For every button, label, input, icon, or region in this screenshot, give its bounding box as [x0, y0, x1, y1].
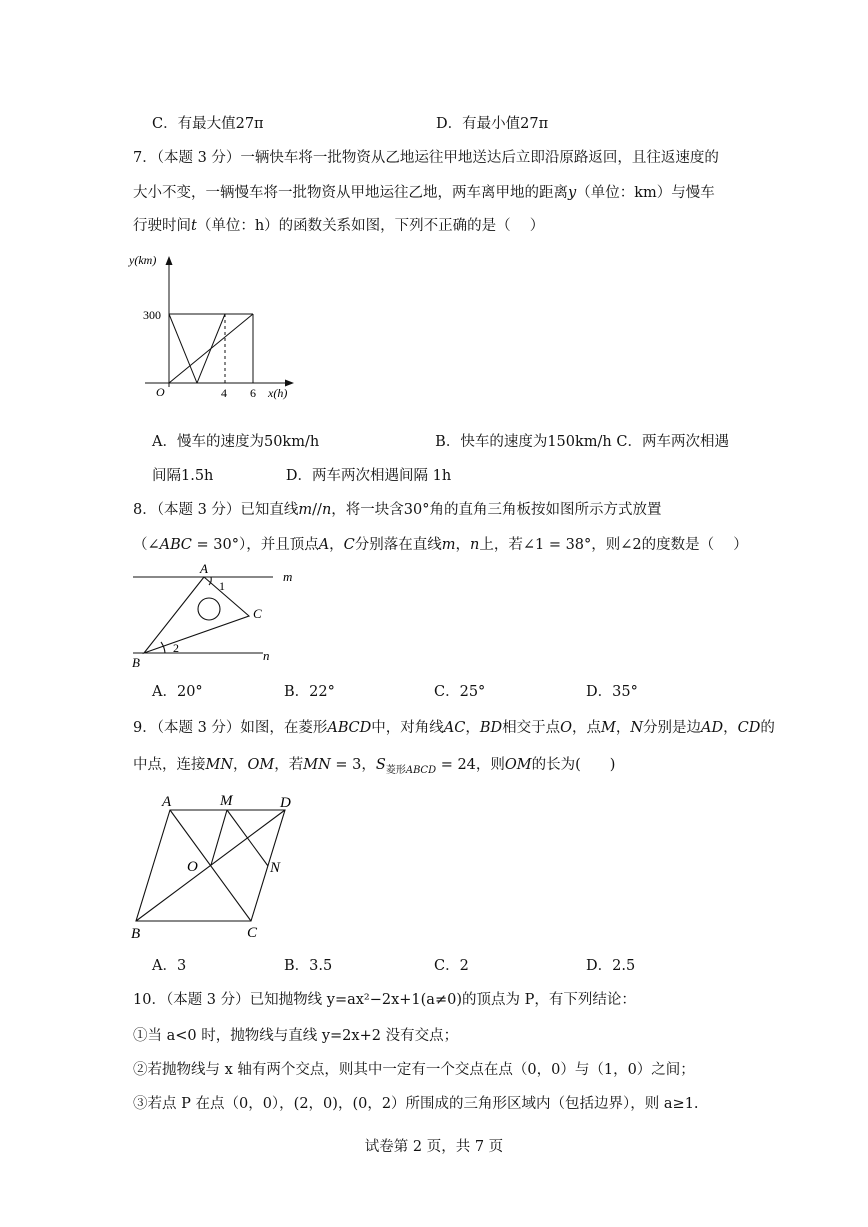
q7-options-line2: 间隔1.5h D．两车两次相遇间隔 1h	[152, 468, 452, 484]
origin-label: O	[156, 385, 165, 399]
fast-car-go	[169, 314, 197, 383]
vertex-A-label: A	[200, 561, 208, 576]
angle-2-arc	[161, 642, 165, 653]
segment-OM	[211, 810, 227, 865]
point-O-label: O	[187, 859, 198, 875]
q6-option-d: D．有最小值27π	[436, 116, 549, 132]
q8-stem-line2: （∠𝐴𝐵𝐶 = 30°），并且顶点𝐴，𝐶分别落在直线𝑚，𝑛上，若∠1 = 38°，则∠2的度数是（ ）	[133, 537, 748, 553]
q10-statement-3: ③若点 P 在点（0，0），(2，0)，(0，2）所围成的三角形区域内（包括边界），则 a≥1.	[133, 1096, 699, 1112]
q9-line2-pre: 中点，连接𝑀𝑁，𝑂𝑀，若𝑀𝑁 = 3，𝑆	[133, 757, 386, 773]
diagonal-BD	[136, 810, 285, 921]
point-M-label: M	[220, 793, 233, 809]
angle-1-label: 1	[219, 579, 225, 593]
q8-option-b: B．22°	[284, 684, 335, 700]
triangle-hole	[198, 598, 220, 620]
vertex-D-label: D	[280, 795, 291, 811]
q9-area-subscript: 菱形𝐴𝐵𝐶𝐷	[385, 764, 437, 776]
q9-option-a: A．3	[152, 958, 187, 974]
vertex-A-label: A	[162, 794, 172, 810]
vertex-C-label: C	[253, 606, 262, 621]
q9-option-c: C．2	[434, 958, 469, 974]
q9-stem-line1: 9．（本题 3 分）如图，在菱形𝐴𝐵𝐶𝐷中，对角线𝐴𝐶，𝐵𝐷相交于点𝑂，点𝑀，𝑁分别是边𝐴𝐷，𝐶𝐷的	[133, 720, 775, 736]
q8-option-d: D．35°	[586, 684, 638, 700]
segment-MN	[227, 810, 268, 866]
y-axis-label: y(km)	[129, 253, 157, 267]
angle-2-label: 2	[173, 641, 179, 655]
page-footer: 试卷第 2 页，共 7 页	[364, 1139, 504, 1155]
line-n-label: n	[263, 648, 270, 663]
q7-options-line1: A．慢车的速度为50km/h B．快车的速度为150km/h C．两车两次相遇	[152, 434, 729, 450]
q9-rhombus-figure	[125, 788, 305, 943]
q10-statement-1: ①当 a<0 时，抛物线与直线 y=2x+2 没有交点；	[133, 1028, 459, 1044]
q9-stem-line2	[133, 755, 615, 781]
q10-statement-2: ②若抛物线与 x 轴有两个交点，则其中一定有一个交点在点（0，0）与（1，0）之间；	[133, 1062, 695, 1078]
q7-stem-line2: 大小不变，一辆慢车将一批物资从甲地运往乙地，两车离甲地的距离𝑦（单位：km）与慢车	[133, 185, 715, 201]
x-tick-6: 6	[250, 386, 256, 400]
vertex-B-label: B	[132, 655, 140, 670]
q7-function-graph	[125, 250, 300, 410]
line-m-label: m	[283, 569, 293, 584]
point-N-label: N	[270, 860, 281, 876]
q8-stem-line1: 8．（本题 3 分）已知直线𝑚//𝑛，将一块含30°角的直角三角板按如图所示方式放置	[133, 502, 662, 518]
vertex-B-label: B	[131, 926, 141, 942]
q9-option-d: D．2.5	[586, 958, 636, 974]
y-tick-300: 300	[143, 308, 161, 322]
triangle-ABC	[144, 577, 249, 653]
x-tick-4: 4	[221, 386, 227, 400]
slow-car-line	[169, 314, 253, 383]
q8-option-c: C．25°	[434, 684, 486, 700]
q10-stem-line1: 10．（本题 3 分）已知抛物线 y=ax²−2x+1(a≠0)的顶点为 P，有下列结论：	[133, 992, 636, 1008]
q7-stem-line1: 7．（本题 3 分）一辆快车将一批物资从乙地运往甲地送达后立即沿原路返回，且往返速度的	[133, 150, 719, 166]
y-axis-arrow	[166, 256, 173, 265]
q6-option-c: C．有最大值27π	[152, 116, 264, 132]
q9-line2-post: = 24，则𝑂𝑀的长为( )	[436, 757, 616, 773]
x-axis-label: x(h)	[268, 386, 288, 400]
q9-option-b: B．3.5	[284, 958, 333, 974]
vertex-C-label: C	[247, 925, 258, 941]
q7-stem-line3: 行驶时间𝑡（单位：h）的函数关系如图，下列不正确的是（ ）	[133, 218, 545, 234]
q8-triangle-figure	[125, 560, 310, 672]
q8-option-a: A．20°	[152, 684, 203, 700]
